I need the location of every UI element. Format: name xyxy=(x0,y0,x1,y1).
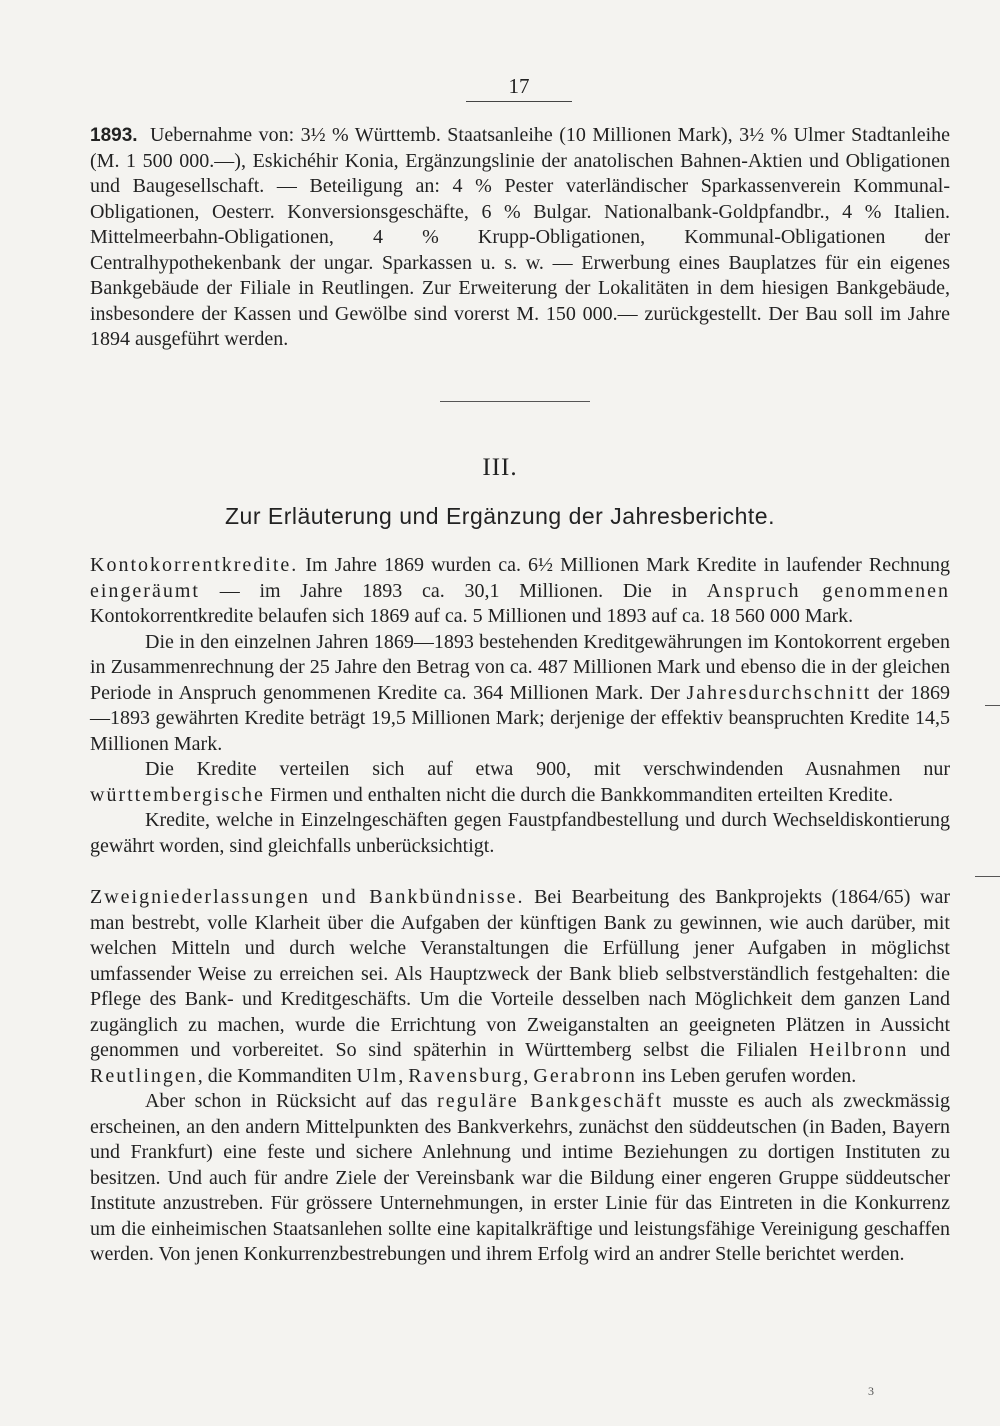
section-body xyxy=(90,553,950,1268)
kontokorrent-paragraph-2 xyxy=(90,630,950,758)
zweig-paragraph-2 xyxy=(90,1089,950,1268)
emphasis-run: Heilbronn xyxy=(809,1039,909,1061)
text-run: Die in den einzelnen Jahren 1869—1893 bestehenden Kreditgewährungen im Kontokorrent ergeben in Zusammenrechnung der 25 Jahre den Betrag von ca. 487 Millionen Mark und ebenso die in der gleichen Periode in Anspruch genommenen Kredite ca. 364 Millionen Mark. Der xyxy=(90,630,950,704)
margin-mark xyxy=(975,876,1000,877)
text-run: der 1869—1893 gewährten Kredite beträgt 19,5 Millionen Mark; derjenige der effektiv beanspruchten Kredite 14,5 Millionen Mark. xyxy=(90,681,951,755)
text-run: , die Kommanditen xyxy=(197,1064,357,1087)
margin-mark xyxy=(985,705,1000,706)
text-run: und xyxy=(908,1039,951,1061)
text-run: Die Kredite verteilen sich auf etwa 900, mit verschwindenden Ausnahmen nur xyxy=(145,758,950,780)
section-title: Zur Erläuterung und Ergänzung der Jahresberichte. xyxy=(225,503,775,529)
text-run: — im Jahre 1893 ca. 30,1 Millionen. Die in xyxy=(199,579,707,602)
emphasis-run: Ulm xyxy=(356,1064,399,1087)
footer-mark: 3 xyxy=(868,1384,874,1398)
emphasis-run: Anspruch genommenen xyxy=(706,579,950,602)
text-run: Kontokorrentkredite belaufen sich 1869 auf ca. 5 Millionen und 1893 auf ca. 18 560 000 Mark. xyxy=(90,605,854,627)
page-number: 17 xyxy=(466,74,572,102)
emphasis-run: württembergische xyxy=(90,783,265,806)
paragraph-1893-text: Uebernahme von: 3½ % Württemb. Staatsanleihe (10 Millionen Mark), 3½ % Ulmer Stadtanleihe (M. 1 500 000.—), Eskichéhir Konia, Ergänzungslinie der anatolischen Bahnen-Aktien und Obligationen und Baugesellschaft. — Beteiligung an: 4 % Pester vaterländischer Sparkassenverein Kommunal-Obligationen, Oesterr. Konversionsgeschäfte, 6 % Bulgar. Nationalbank-Goldpfandbr., 4 % Italien. Mittelmeerbahn-Obligationen, 4 % Krupp-Obligationen, Kommunal-Obligationen der Centralhypothekenbank der ungar. Sparkassen u. s. w. — Erwerbung eines Bauplatzes für ein eigenes Bankgebäude der Filiale in Reutlingen. Zur Erweiterung der Lokalitäten in dem hiesigen Bankgebäude, insbesondere der Kassen und Gewölbe sind vorerst M. 150 000.— zurückgestellt. Der Bau soll im Jahre 1894 ausgeführt werden. xyxy=(90,124,950,350)
section-number: III. xyxy=(482,454,518,481)
emphasis-run: eingeräumt xyxy=(90,579,200,602)
emphasis-run: Ravensburg xyxy=(408,1064,524,1087)
text-run: , xyxy=(523,1064,534,1087)
text-run: Im Jahre 1869 wurden ca. 6½ Millionen Mark Kredite in laufender Rechnung xyxy=(298,554,950,576)
kontokorrent-paragraph-3 xyxy=(90,757,950,808)
zweig-lead: Zweigniederlassungen und Bankbündnisse. xyxy=(90,886,525,908)
text-run: ins Leben gerufen worden. xyxy=(636,1064,857,1087)
year-label: 1893. xyxy=(90,125,138,146)
emphasis-run: reguläre Bankgeschäft xyxy=(437,1090,664,1112)
text-run: Firmen und enthalten nicht die durch die Bankkommanditen erteilten Kredite. xyxy=(264,783,894,806)
emphasis-run: Reutlingen xyxy=(90,1064,198,1087)
paragraph-1893 xyxy=(90,123,950,353)
kontokorrent-lead: Kontokorrentkredite. xyxy=(90,554,299,576)
text-run: , xyxy=(398,1064,409,1087)
text-run: Aber schon in Rücksicht auf das xyxy=(145,1090,438,1112)
text-run: musste es auch als zweckmässig erscheinen, an den andern Mittelpunkten des Bankverkehrs, zunächst den süddeutschen (in Baden, Bayern und Frankfurt) eine feste und sichere Anlehnung und intime Beziehungen zu dortigen Instituten zu besitzen. Und auch für andre Ziele der Vereinsbank war die Bildung einer engeren Gruppe süddeutscher Institute anzustreben. Für grössere Unternehmungen, in erster Linie für das Eintreten in die Konkurrenz um die einheimischen Staatsanlehen sollte eine kapitalkräftige und leistungsfähige Vereinigung geschaffen werden. Von jenen Konkurrenzbestrebungen und ihrem Erfolg wird an andrer Stelle berichtet werden. xyxy=(90,1090,951,1265)
emphasis-run: Gerabronn xyxy=(533,1064,637,1087)
kontokorrent-paragraph-4: Kredite, welche in Einzelngeschäften gegen Faustpfandbestellung und durch Wechseldiskontierung gewährt worden, sind gleichfalls unberücksichtigt. xyxy=(90,809,950,857)
kontokorrent-paragraph-1 xyxy=(90,553,950,630)
zweig-paragraph-1 xyxy=(90,885,950,1089)
section-divider xyxy=(440,401,590,402)
emphasis-run: Jahresdurchschnitt xyxy=(686,681,872,704)
text-run: Bei Bearbeitung des Bankprojekts (1864/65) war man bestrebt, volle Klarheit über die Aufgaben der künftigen Bank zu gewinnen, wie auch darüber, mit welchen Mitteln und durch welche Veranstaltungen die Erfüllung jener Aufgaben in möglichst umfassender Weise zu erreichen sei. Als Hauptzweck der Bank blieb selbstverständlich festgehalten: die Pflege des Bank- und Kreditgeschäfts. Um die Vorteile desselben nach Möglichkeit dem ganzen Land zugänglich zu machen, wurde die Errichtung von Zweiganstalten an geeigneten Plätzen in Aussicht genommen und vorbereitet. So sind späterhin in Württemberg selbst die Filialen xyxy=(90,886,950,1061)
